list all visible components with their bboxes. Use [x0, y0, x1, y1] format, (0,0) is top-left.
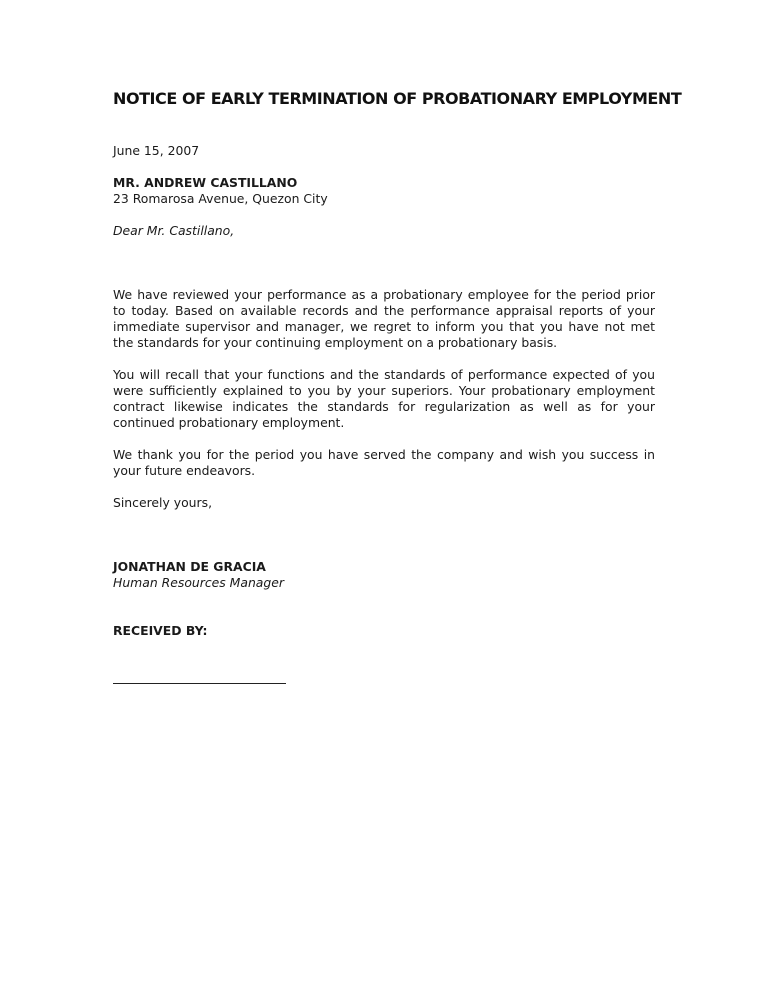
body-paragraph-1: We have reviewed your performance as a probationary employee for the period prior to today. Based on available records and the performance appraisal reports of your immediate supervisor and manager, we regret to inform you that you have not met the standards for your continuing employment on a probationary basis.	[113, 287, 655, 350]
document-title: NOTICE OF EARLY TERMINATION OF PROBATIONARY EMPLOYMENT	[113, 89, 682, 108]
recipient-name: MR. ANDREW CASTILLANO	[113, 175, 298, 190]
letter-date: June 15, 2007	[113, 143, 200, 158]
body-paragraph-3: We thank you for the period you have served the company and wish you success in your future endeavors.	[113, 447, 655, 478]
signature-line	[113, 683, 286, 684]
salutation: Dear Mr. Castillano,	[113, 223, 235, 238]
body-paragraph-2: You will recall that your functions and the standards of performance expected of you were sufficiently explained to you by your superiors. Your probationary employment contract likewise indicates the standards for regularization as well as for your continued probationary employment.	[113, 367, 655, 430]
received-by-label: RECEIVED BY:	[113, 623, 208, 638]
recipient-address: 23 Romarosa Avenue, Quezon City	[113, 191, 328, 206]
signatory-name: JONATHAN DE GRACIA	[113, 559, 266, 574]
closing: Sincerely yours,	[113, 495, 213, 510]
signatory-position: Human Resources Manager	[113, 575, 284, 590]
